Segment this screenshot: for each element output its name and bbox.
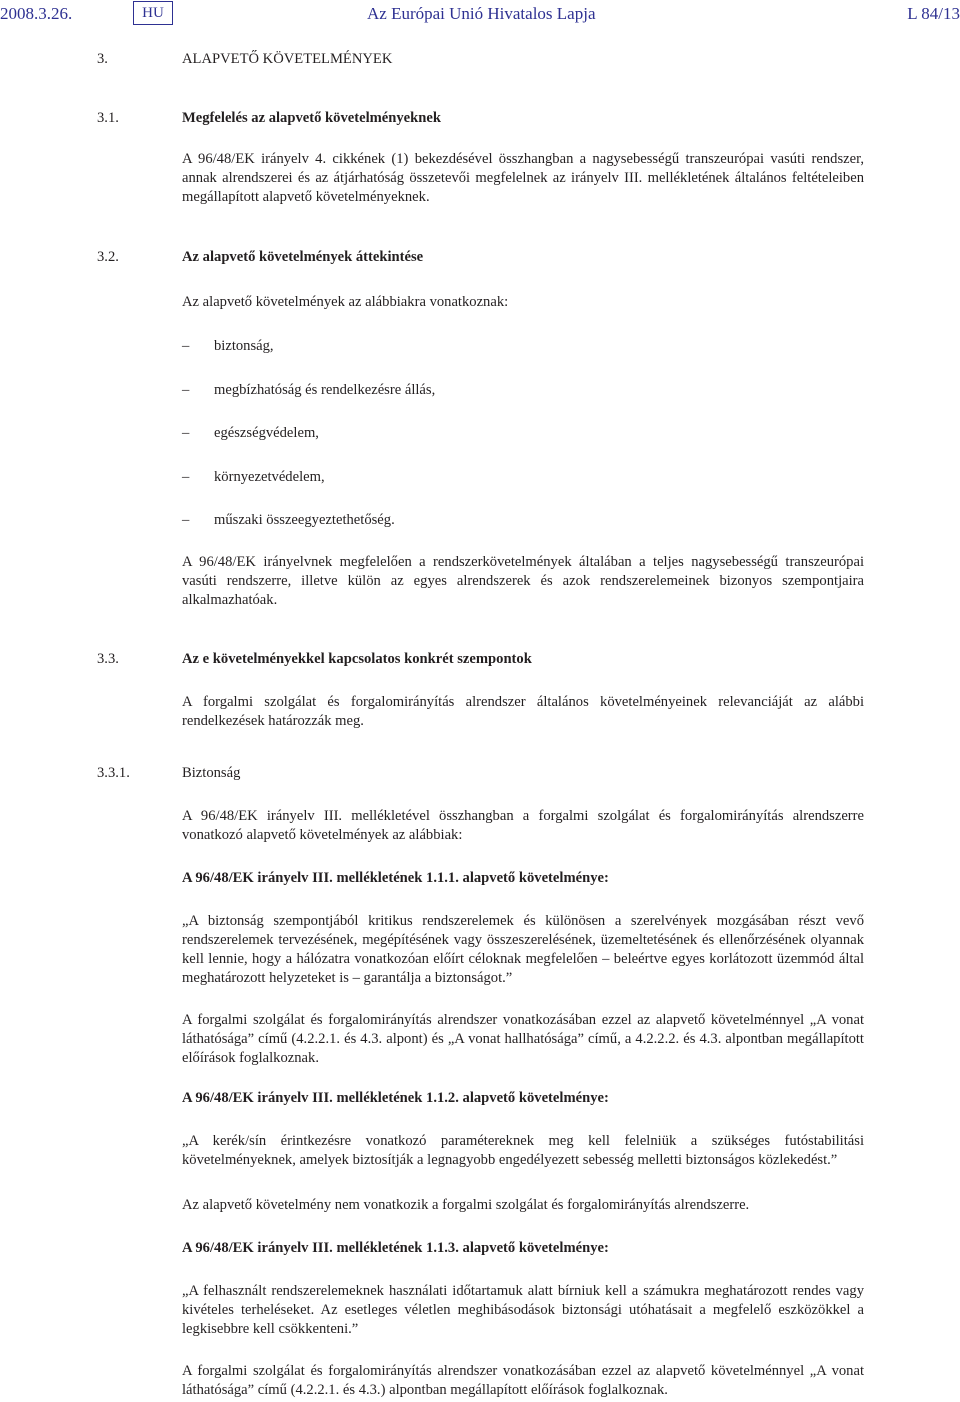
header-date: 2008.3.26. (0, 4, 73, 23)
requirement-comment-2: Az alapvető követelmény nem vonatkozik a forgalmi szolgálat és forgalomirányítás alrendszerre. (182, 1197, 750, 1213)
section-3-1-title: Megfelelés az alapvető követelményeknek (182, 110, 441, 126)
section-3-2-title: Az alapvető követelmények áttekintése (182, 249, 424, 265)
section-3-3-1-intro: A 96/48/EK irányelv III. mellékletével összhangban a forgalmi szolgálat és forgalomirányítás alrendszerre vonatkozó alapvető követelmények az alábbiak: (182, 808, 864, 843)
requirement-quote-2: „A kerék/sín érintkezésre vonatkozó paramétereknek meg kell felelniük a szükséges futóstabilitási követelményeknek, amelyek biztosítják a legnagyobb engedélyezett sebesség melletti biztonságos közlekedést.” (182, 1133, 864, 1168)
requirement-heading-3: A 96/48/EK irányelv III. mellékletének 1.1.3. alapvető követelménye: (182, 1240, 609, 1256)
language-badge: HU (133, 1, 173, 25)
list-dash: – (182, 338, 190, 354)
section-3-number: 3. (97, 51, 108, 67)
section-3-3-title: Az e követelményekkel kapcsolatos konkrét szempontok (182, 651, 532, 667)
list-item: környezetvédelem, (214, 469, 325, 485)
section-3-3-text: A forgalmi szolgálat és forgalomirányítás alrendszer általános követelményeinek relevanciáját az alábbi rendelkezések határozzák meg. (182, 694, 864, 729)
list-item: műszaki összeegyeztethetőség. (214, 512, 395, 528)
list-item: biztonság, (214, 338, 274, 354)
section-3-2-text: A 96/48/EK irányelvnek megfelelően a rendszerkövetelmények általában a teljes nagysebességű transzeurópai vasúti rendszerre, illetve külön az egyes alrendszerek és azok rendszerelemeinek bizonyos szempontjaira alkalmazhatóak. (182, 554, 864, 608)
list-item: egészségvédelem, (214, 425, 319, 441)
page-number: L 84/13 (907, 4, 960, 23)
requirement-quote-1: „A biztonság szempontjából kritikus rendszerelemek és különösen a szerelvények mozgásában részt vevő rendszerelemek tervezésének, megépítésének vagy összeszerelésének, üzemeltetésének és ellenőrzésének olyannak kell lennie, hogy a hálózatra vonatkozóan előírt céloknak megfelelően – beleértve egyes korlátozott üzemmód által meghatározott helyzeteket is – garantálja a biztonságot.” (182, 913, 864, 986)
requirement-comment-1: A forgalmi szolgálat és forgalomirányítás alrendszer vonatkozásában ezzel az alapvető követelménnyel „A vonat láthatósága” című (4.2.2.1. és 4.3. alpont) és „A vonat hallhatósága” című, a 4.2.2.2. és 4.3. alpontban megállapított előírások foglalkoznak. (182, 1012, 864, 1066)
requirement-heading-2: A 96/48/EK irányelv III. mellékletének 1.1.2. alapvető követelménye: (182, 1090, 609, 1106)
list-dash: – (182, 425, 190, 441)
requirement-comment-3: A forgalmi szolgálat és forgalomirányítás alrendszer vonatkozásában ezzel az alapvető követelménnyel „A vonat láthatósága” című (4.2.2.1. és 4.3.) alpontban megállapított előírások foglalkoznak. (182, 1363, 864, 1398)
requirement-heading-1: A 96/48/EK irányelv III. mellékletének 1.1.1. alapvető követelménye: (182, 870, 609, 886)
section-3-3-number: 3.3. (97, 651, 119, 667)
section-3-2-number: 3.2. (97, 249, 119, 265)
list-dash: – (182, 469, 190, 485)
page-header (0, 0, 960, 30)
section-3-1-number: 3.1. (97, 110, 119, 126)
list-dash: – (182, 512, 190, 528)
section-3-1-text: A 96/48/EK irányelv 4. cikkének (1) bekezdésével összhangban a nagysebességű transzeurópai vasúti rendszer, annak alrendszerei és az átjárhatóság összetevői megfelelnek az irányelv III. mellékletének általános feltételeiben megállapított alapvető követelményeknek. (182, 151, 864, 205)
requirement-quote-3: „A felhasznált rendszerelemeknek használati időtartamuk alatt bírniuk kell a számukra meghatározott rendes vagy kivételes terheléseket. Az esetleges véletlen meghibásodások biztonsági utóhatásait a megfelelő eszközökkel a legkisebbre kell csökkenteni.” (182, 1283, 864, 1337)
journal-title: Az Európai Unió Hivatalos Lapja (367, 4, 596, 23)
section-3-title: ALAPVETŐ KÖVETELMÉNYEK (182, 51, 393, 67)
section-3-3-1-title: Biztonság (182, 765, 241, 781)
list-dash: – (182, 382, 190, 398)
section-3-3-1-number: 3.3.1. (97, 765, 130, 781)
section-3-2-intro: Az alapvető követelmények az alábbiakra vonatkoznak: (182, 294, 509, 310)
list-item: megbízhatóság és rendelkezésre állás, (214, 382, 436, 398)
